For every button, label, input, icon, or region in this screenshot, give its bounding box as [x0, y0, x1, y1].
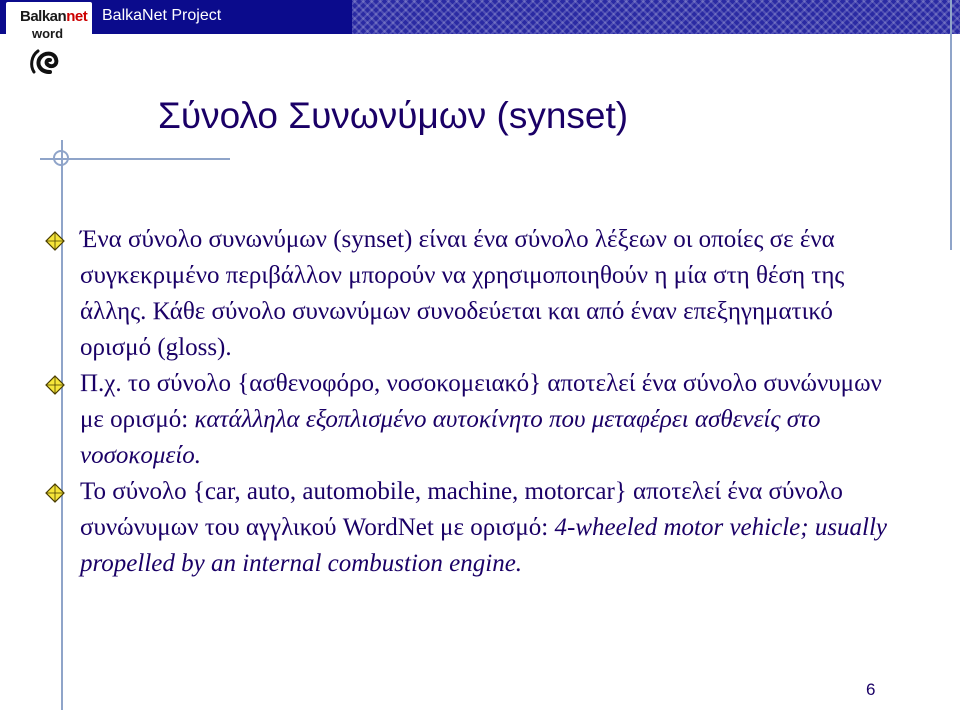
bullet-item	[45, 474, 905, 582]
bullet-item	[45, 222, 905, 366]
header-pattern	[352, 0, 960, 34]
diamond-bullet-icon	[45, 375, 65, 395]
slide-title: Σύνολο Συνωνύμων (synset)	[158, 95, 629, 136]
bullet-definition-2: κατάλληλα εξοπλισμένο αυτοκίνητο που μεταφέρει ασθενείς στο νοσοκομείο.	[80, 406, 821, 469]
right-accent-line	[950, 0, 952, 250]
diamond-bullet-icon	[45, 483, 65, 503]
bullet-text-2: Π.χ. το σύνολο {ασθενοφόρο, νοσοκομειακό} αποτελεί ένα σύνολο συνώνυμων με ορισμό:	[80, 370, 882, 433]
bullet-list	[45, 222, 905, 582]
project-title: BalkaNet Project	[102, 7, 222, 24]
logo-text-line1: Balkannet	[20, 8, 88, 25]
diamond-bullet-icon	[45, 231, 65, 251]
circle-ornament	[53, 150, 69, 166]
logo-text-accent: net	[66, 8, 88, 25]
swirl-icon	[26, 42, 74, 80]
logo-text-line2: word	[32, 26, 64, 41]
balkanet-logo	[6, 2, 92, 84]
bullet-text-3: Το σύνολο {car, auto, automobile, machine, motorcar} αποτελεί ένα σύνολο συνώνυμων του αγγλικού WordNet με ορισμό:	[80, 478, 843, 541]
bullet-definition-3: 4-wheeled motor vehicle; usually propelled by an internal combustion engine.	[80, 514, 888, 577]
bullet-item	[45, 366, 905, 474]
page-number: 6	[866, 680, 876, 699]
bullet-text-1: Ένα σύνολο συνωνύμων (synset) είναι ένα σύνολο λέξεων οι οποίες σε ένα συγκεκριμένο περιβάλλον μπορούν να χρησιμοποιηθούν η μία στη θέση της άλλης. Κάθε σύνολο συνωνύμων συνοδεύεται και από έναν επεξηγηματικό ορισμό (gloss).	[80, 226, 845, 361]
